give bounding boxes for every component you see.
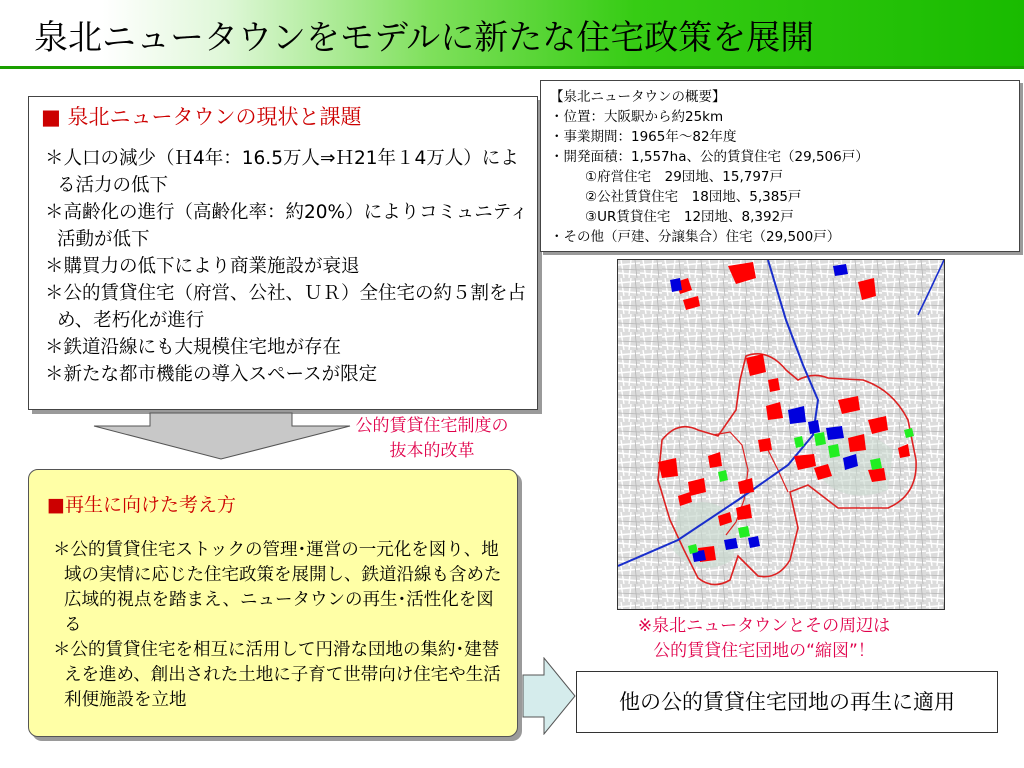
map-caption-line: 公的賃貸住宅団地の“縮図”！ <box>653 641 875 661</box>
status-list <box>45 145 531 388</box>
overview-heading: 【泉北ニュータウンの概要】 <box>550 89 726 105</box>
down-arrow-icon <box>92 412 352 460</box>
title-underline <box>0 66 1024 69</box>
heading-square-marker: ■ <box>41 105 61 129</box>
new-town-map <box>618 260 944 609</box>
concept-item: ＊公的賃貸住宅を相互に活用して円滑な団地の集約･建替えを進め、創出された土地に子育て世帯向け住宅や生活利便施設を立地 <box>53 640 501 710</box>
page-title: 泉北ニュータウンをモデルに新たな住宅政策を展開 <box>34 18 815 58</box>
overview-sub-item: ③UR賃貸住宅 12団地、8,392戸 <box>585 209 794 225</box>
overview-location: ・位置：大阪駅から約25km <box>550 109 724 125</box>
overview-area: ・開発面積：1,557ha、公的賃貸住宅（29,506戸） <box>550 149 869 165</box>
reform-note-line: 公的賃貸住宅制度の <box>355 416 509 436</box>
status-item: ＊公的賃貸住宅（府営、公社、ＵＲ）全住宅の約５割を占め、老朽化が進行 <box>45 283 527 331</box>
concept-item: ＊公的賃貸住宅ストックの管理･運営の一元化を図り、地域の実情に応じた住宅政策を展開し、鉄道沿線も含めた広域的視点を踏まえ、ニュータウンの再生･活性化を図る <box>53 540 502 635</box>
overview-sub-item: ①府営住宅 29団地、15,797戸 <box>585 169 784 185</box>
overview-box <box>540 80 1020 252</box>
concept-box <box>28 469 518 737</box>
reform-note <box>322 414 542 464</box>
reform-note-line: 抜本的改革 <box>389 441 475 461</box>
status-item: ＊新たな都市機能の導入スペースが限定 <box>45 364 378 385</box>
concept-heading: ■再生に向けた考え方 <box>47 494 236 516</box>
status-heading-text: 泉北ニュータウンの現状と課題 <box>67 105 362 129</box>
status-box <box>28 96 538 410</box>
concept-list <box>53 538 509 713</box>
status-heading <box>41 101 362 131</box>
overview-sub-item: ②公社賃貸住宅 18団地、5,385戸 <box>585 189 802 205</box>
conclusion-box: 他の公的賃貸住宅団地の再生に適用 <box>576 671 998 733</box>
title-bar <box>0 0 1024 66</box>
status-item: ＊購買力の低下により商業施設が衰退 <box>45 256 360 277</box>
overview-other: ・その他（戸建、分譲集合）住宅（29,500戸） <box>550 229 841 245</box>
status-item: ＊人口の減少（Ｈ4年：16.5万人⇒Ｈ21年１4万人）による活力の低下 <box>45 148 519 196</box>
map-caption-line: ※泉北ニュータウンとその周辺は <box>637 616 891 636</box>
status-item: ＊鉄道沿線にも大規模住宅地が存在 <box>45 337 342 358</box>
right-arrow-icon <box>522 657 576 735</box>
map-caption <box>586 614 942 664</box>
status-item: ＊高齢化の進行（高齢化率：約20%）によりコミュニティ活動が低下 <box>45 202 529 250</box>
map-image <box>617 259 945 610</box>
overview-period: ・事業期間：1965年～82年度 <box>550 129 737 145</box>
